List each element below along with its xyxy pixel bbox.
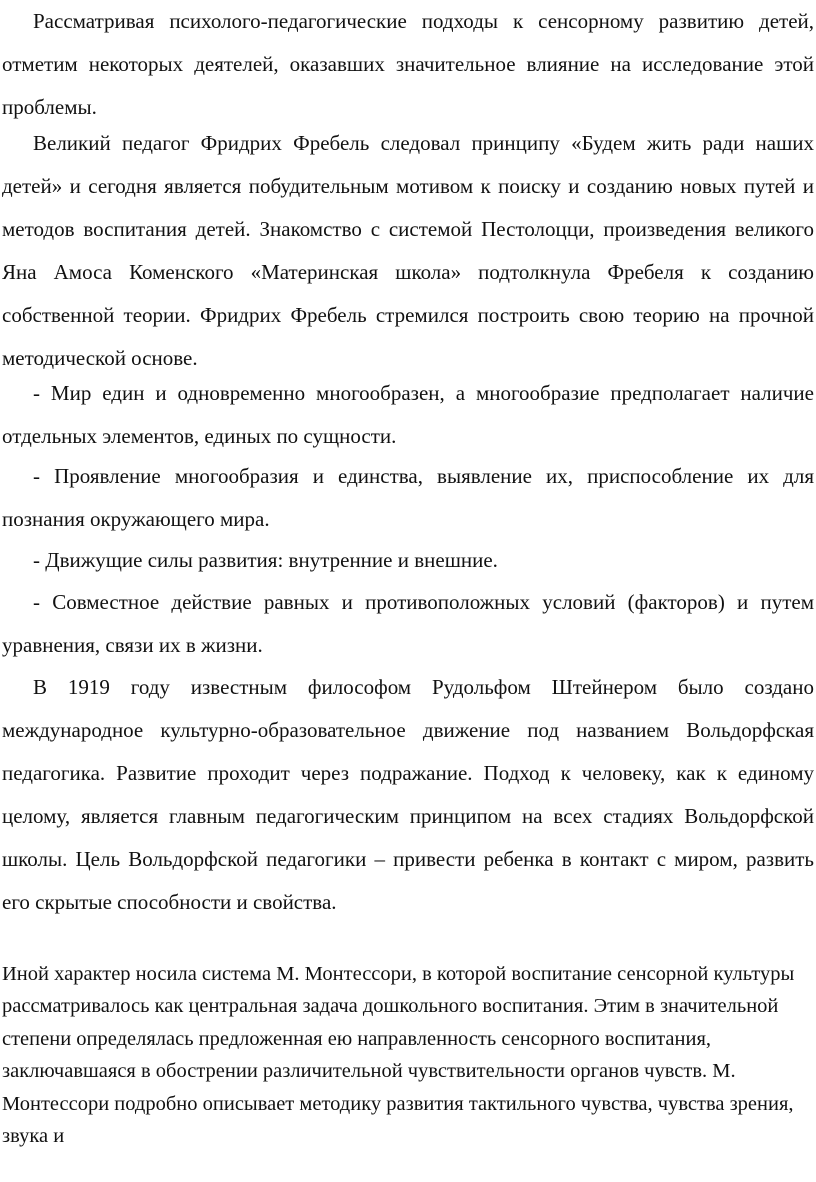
paragraph-froebel: Великий педагог Фридрих Фребель следовал принципу «Будем жить ради наших детей» и сегодня является побудительным мотивом к поиску и созданию новых путей и методов воспитания детей. Знакомство с системой Пестолоцци, произведения великого Яна Амоса Коменского «Материнская школа» подтолкнула Фребеля к созданию собственной теории. Фридрих Фребель стремился построить свою теорию на прочной методической основе. (2, 131, 814, 370)
paragraph-montessori: Иной характер носила система М. Монтессори, в которой воспитание сенсорной культуры рассматривалось как центральная задача дошкольного воспитания. Этим в значительной степени определялась предложенная ею направленность сенсорного воспитания, заключавшаяся в обострении различительной чувствительности органов чувств. М. Монтессори подробно описывает методику развития тактильного чувства, чувства зрения, звука и (2, 963, 795, 1148)
paragraph-principle-2: - Проявление многообразия и единства, выявление их, приспособление их для познания окружающего мира. (2, 464, 814, 531)
paragraph-intro: Рассматривая психолого-педагогические подходы к сенсорному развитию детей, отметим некоторых деятелей, оказавших значительное влияние на исследование этой проблемы. (2, 9, 814, 119)
paragraph-principle-4: - Совместное действие равных и противоположных условий (факторов) и путем уравнения, связи их в жизни. (2, 590, 814, 657)
paragraph-principle-3: - Движущие силы развития: внутренние и внешние. (33, 548, 498, 572)
paragraph-waldorf: В 1919 году известным философом Рудольфом Штейнером было создано международное культурно-образовательное движение под названием Вольдорфская педагогика. Развитие проходит через подражание. Подход к человеку, как к единому целому, является главным педагогическим принципом на всех стадиях Вольдорфской школы. Цель Вольдорфской педагогики – привести ребенка в контакт с миром, развить его скрытые способности и свойства. (2, 675, 814, 914)
paragraph-principle-1: - Мир един и одновременно многообразен, а многообразие предполагает наличие отдельных элементов, единых по сущности. (2, 381, 814, 448)
